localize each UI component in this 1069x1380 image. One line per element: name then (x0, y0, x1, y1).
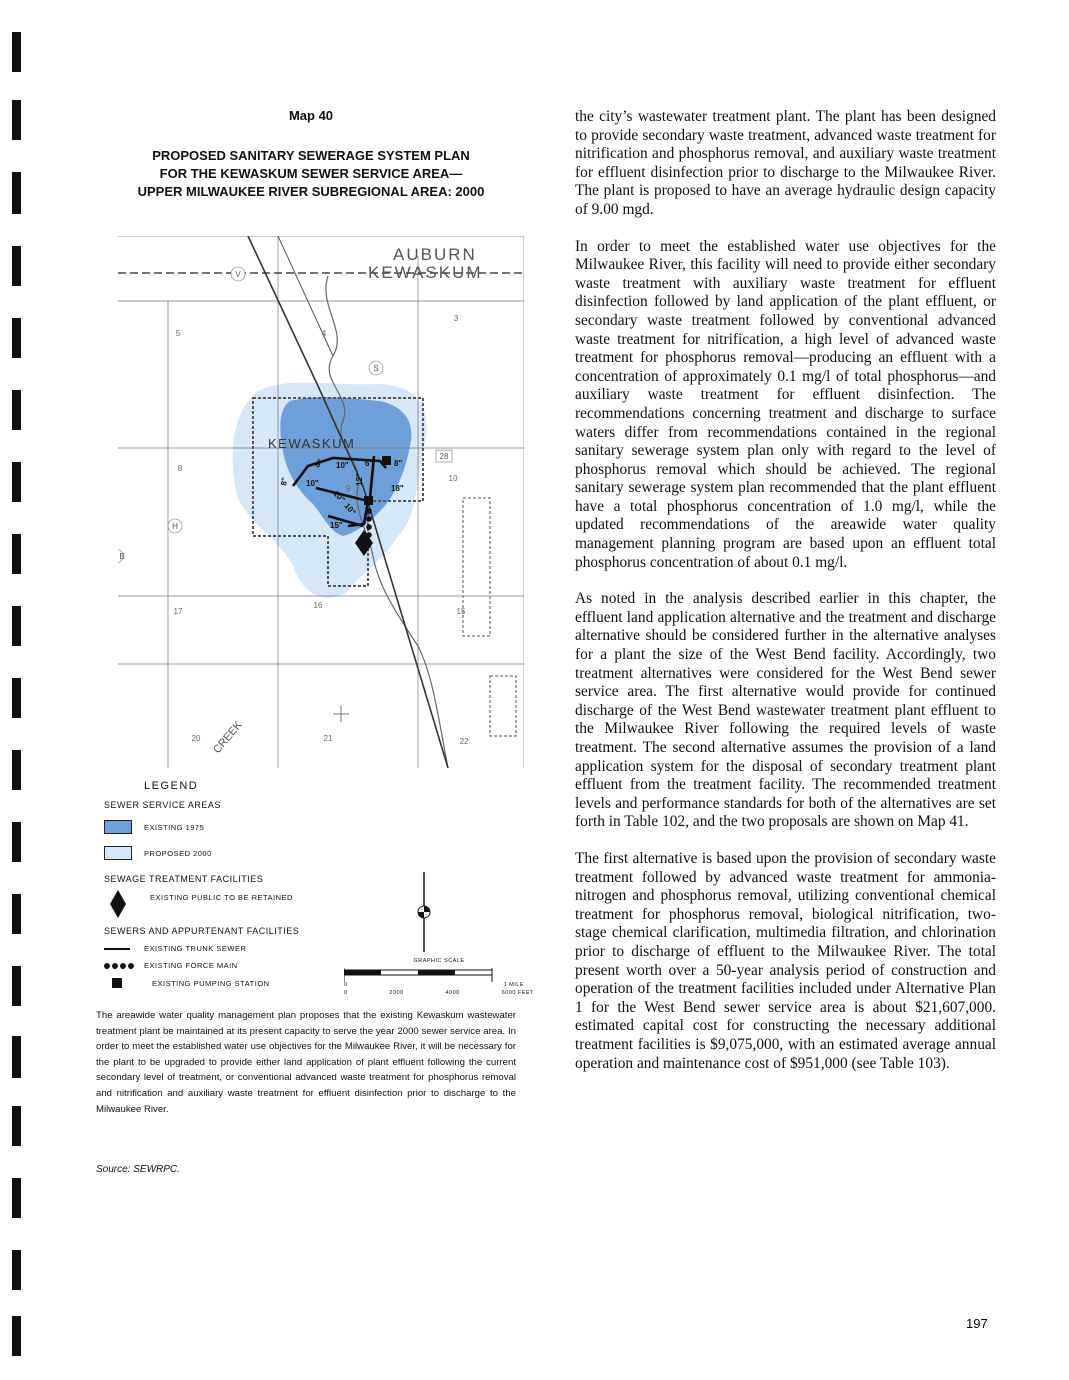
legend-item (104, 890, 528, 918)
pipe-size-label: 8" (312, 457, 325, 470)
section-number: 17 (173, 607, 183, 616)
legend-label: PROPOSED 2000 (144, 848, 212, 858)
binding-bar (12, 462, 21, 502)
pipe-size-label: 6" (365, 459, 374, 468)
binding-bar (12, 1106, 21, 1146)
pipe-size-label: 18" (391, 484, 404, 493)
body-paragraph: In order to meet the established water use objectives for the Milwaukee River, this facility will need to provide either secondary waste treatment with auxiliary waste treatment for effluent disinfection followed by land application of the plant effluent, or secondary waste treatment followed by conventional advanced waste treatment for nitrification, a high level of advanced waste treatment for phosphorus removal—producing an effluent with a concentration of approximately 0.1 mg/l of total phosphorus—and auxiliary waste treatment for effluent disinfection. The recommendations concerning treatment and discharge to surface waters differ from recommendations contained in the regional sanitary sewerage system plan only with regard to the level of phosphorus removal which should be achieved. The regional sanitary sewerage system plan recommended that the plant effluent have a total phosphorus concentration of 1.0 mg/l, while the updated recommendations of the areawide water quality management planning program are based upon an effluent total phosphorus concentration of about 0.1 mg/l. (575, 237, 996, 571)
treatment-plant-icon (110, 890, 126, 918)
legend-label: EXISTING TRUNK SEWER (144, 944, 247, 953)
binding-bar (12, 390, 21, 430)
place-label: KEWASKUM (368, 263, 483, 282)
map-title-line: FOR THE KEWASKUM SEWER SERVICE AREA— (159, 166, 463, 181)
legend (104, 780, 534, 996)
legend-label: EXISTING FORCE MAIN (144, 961, 238, 970)
scale-tick: 6000 FEET (501, 990, 534, 996)
figure-source: Source: SEWRPC. (96, 1164, 180, 1175)
legend-item (104, 820, 528, 834)
highway-marker: V (235, 270, 241, 279)
body-paragraph: the city’s wastewater treatment plant. The plant has been designed to provide secondary waste treatment, advanced waste treatment for nitrification and phosphorus removal, and auxiliary waste treatment for effluent disinfection prior to discharge to the Milwaukee River. The plant is proposed to have an average hydraulic design capacity of 9.00 mgd. (575, 108, 996, 218)
map-title-line: PROPOSED SANITARY SEWERAGE SYSTEM PLAN (152, 148, 470, 163)
highway-marker: H (172, 522, 178, 531)
legend-label: EXISTING PUBLIC TO BE RETAINED (150, 892, 293, 902)
legend-item (104, 846, 528, 860)
figure-caption: The areawide water quality management plan proposes that the existing Kewaskum wastewater treatment plant be maintained at its present capacity to serve the year 2000 sewer service area. In order to meet the established water use objectives for the Milwaukee River, it will be necessary for the plant to be upgraded to provide either land application of plant effluent following the current secondary level of treatment, or conventional advanced waste treatment for phosphorus removal and nitrification and auxiliary waste treatment for effluent disinfection prior to discharge to the Milwaukee River. (96, 1010, 516, 1115)
map-number: Map 40 (288, 108, 334, 123)
section-number: 8 (177, 464, 183, 473)
pumping-station-marker (364, 496, 373, 505)
scale-tick: 0 (344, 990, 348, 996)
pipe-size-label: 12" (355, 473, 364, 486)
binding-bar (12, 750, 21, 790)
scale-tick: 0 (344, 982, 348, 988)
force-main-icon (104, 962, 134, 970)
legend-item (104, 944, 528, 953)
binding-bar (12, 1250, 21, 1290)
body-text-column (575, 108, 996, 1091)
section-number: 21 (323, 734, 333, 743)
pumping-station-marker (382, 456, 391, 465)
place-label: CREEK (211, 719, 245, 756)
section-number: 20 (191, 734, 201, 743)
highway-marker: S (373, 364, 379, 373)
section-number: 3 (453, 314, 459, 323)
section-number: 10 (448, 474, 458, 483)
section-number: 5 (175, 329, 181, 338)
legend-heading: SEWAGE TREATMENT FACILITIES (104, 874, 264, 884)
place-label: KEWASKUM (268, 436, 356, 451)
pipe-size-label: 8" (394, 459, 403, 468)
legend-heading: SEWER SERVICE AREAS (104, 800, 221, 810)
section-number: 16 (313, 601, 323, 610)
binding-bar (12, 32, 21, 72)
north-arrow-icon (414, 872, 434, 952)
pipe-size-label: 15" (330, 521, 343, 530)
existing-area-swatch (104, 820, 132, 834)
highway-marker: B (119, 552, 125, 561)
pipe-size-label: 8" (279, 476, 290, 487)
body-paragraph: As noted in the analysis described earlier in this chapter, the effluent land application alternative and the treatment and discharge alternative should be considered further in the alternative analyses for a plant the size of the West Bend facility. Accordingly, two treatment alternatives were considered for the West Bend sewer service area. The first alternative would provide for continued discharge of the West Bend wastewater treatment plant effluent to the Milwaukee River following the required levels of waste treatment. The second alternative assumes the provision of a land application system for the disposal of secondary treatment plant effluent from the treatment facility. The recommended treatment levels and performance standards for both of the alternatives are set forth in Table 102, and the two proposals are shown on Map 41. (575, 590, 996, 831)
scale-bar (344, 968, 494, 982)
binding-bar (12, 1178, 21, 1218)
binding-bar (12, 1316, 21, 1356)
map (118, 236, 524, 768)
pipe-size-label: 10" (331, 489, 347, 505)
section-number: 4 (321, 329, 327, 338)
binding-bar (12, 822, 21, 862)
pipe-size-label: 10" (342, 501, 358, 518)
binding-bar (12, 1036, 21, 1078)
binding-bar (12, 318, 21, 358)
binding-bar (12, 534, 21, 574)
scale-tick: 1 MILE (503, 982, 524, 988)
binding-bar (12, 100, 21, 140)
map-title (96, 147, 526, 201)
legend-heading: SEWERS AND APPURTENANT FACILITIES (104, 926, 300, 936)
binding-bar (12, 678, 21, 718)
page-number: 197 (966, 1316, 988, 1331)
scale-tick: 2000 (389, 990, 404, 996)
pipe-size-label: 10" (336, 461, 349, 470)
binding-bar (12, 172, 21, 214)
map-title-line: UPPER MILWAUKEE RIVER SUBREGIONAL AREA: 2000 (137, 184, 485, 199)
binding-bar (12, 894, 21, 934)
graphic-scale (344, 958, 534, 996)
pipe-size-label: 10" (306, 479, 319, 488)
legend-label: EXISTING 1975 (144, 822, 205, 832)
scale-tick: 4000 (445, 990, 460, 996)
legend-title: LEGEND (144, 780, 199, 792)
section-number: 15 (456, 607, 466, 616)
scale-label: GRAPHIC SCALE (413, 958, 465, 964)
legend-label: EXISTING PUMPING STATION (152, 978, 270, 988)
figure-column (96, 108, 534, 1175)
section-number: 9 (345, 484, 351, 493)
section-number: 22 (459, 737, 469, 746)
body-paragraph: The first alternative is based upon the provision of secondary waste treatment followed by advanced waste treatment for ammonia-nitrogen and phosphorus removal, utilizing conventional chemical treatment for phosphorus removal, biological nitrification, two-stage chemical clarification, multimedia filtration, and chlorination prior to discharge of effluent to the Milwaukee River. The total present worth over a 50-year analysis period of construction and operation of the treatment facilities included under Alternative Plan 1 for the West Bend sewer service area is about $21,607,000. estimated capital cost for constructing the necessary additional treatment facilities is $9,075,000, with an estimated average annual operation and maintenance cost of $951,000 (see Table 103). (575, 849, 996, 1072)
pumping-station-icon (112, 978, 122, 988)
trunk-sewer-icon (104, 947, 130, 951)
proposed-area-swatch (104, 846, 132, 860)
binding-bar (12, 606, 21, 646)
place-label: AUBURN (393, 245, 477, 264)
binding-bar (12, 246, 21, 286)
binding-bar (12, 966, 21, 1006)
highway-marker: 28 (439, 452, 449, 461)
